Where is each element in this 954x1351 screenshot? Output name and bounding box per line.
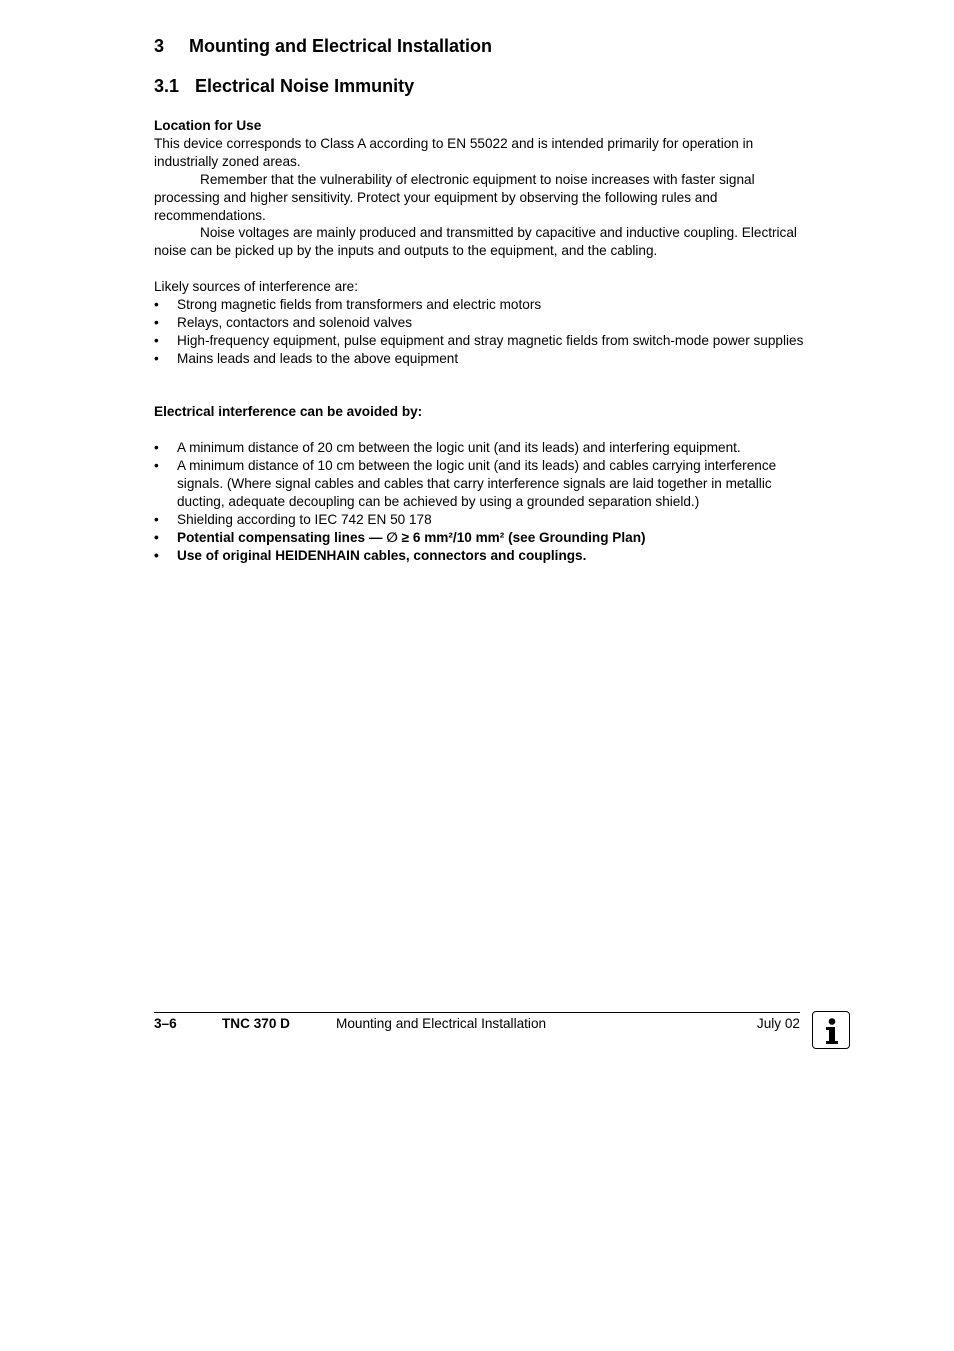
avoidance-heading: Electrical interference can be avoided by:: [154, 404, 423, 420]
footer-chapter: Mounting and Electrical Installation: [336, 1016, 547, 1031]
info-icon: [812, 1011, 850, 1049]
list-item: • Shielding according to IEC 742 EN 50 178: [154, 511, 432, 527]
chapter-title: Mounting and Electrical Installation: [189, 36, 493, 56]
bullet: •: [154, 511, 159, 527]
list-item: • Relays, contactors and solenoid valves: [154, 314, 412, 330]
section-title: Electrical Noise Immunity: [195, 76, 415, 96]
chapter-number: 3: [154, 36, 165, 56]
footer-date: July 02: [756, 1016, 800, 1031]
list-item: • High-frequency equipment, pulse equipment and stray magnetic fields from switch-mode power supplies: [154, 332, 804, 348]
bullet: •: [154, 297, 159, 313]
list-item: • Potential compensating lines — ∅ ≥ 6 mm²/10 mm² (see Grounding Plan): [154, 529, 646, 545]
bullet: •: [154, 350, 159, 366]
bullet: •: [154, 547, 159, 563]
list-item: • Strong magnetic fields from transformers and electric motors: [154, 297, 542, 313]
location-heading: Location for Use: [154, 118, 262, 133]
footer-model: TNC 370 D: [222, 1016, 290, 1031]
location-paragraph-3: Noise voltages are mainly produced and transmitted by capacitive and inductive coupling. Electrical noise can be picked up by the inputs and outputs to the equipment, and the cabling.: [154, 225, 797, 259]
chapter-heading: [154, 36, 492, 57]
avoidance-list: [154, 439, 804, 564]
location-paragraph-1: This device corresponds to Class A according to EN 55022 and is intended primarily for operation in industrially zoned areas.: [154, 135, 754, 169]
section-number: 3.1: [154, 76, 180, 96]
list-item: • Use of original HEIDENHAIN cables, connectors and couplings.: [154, 547, 587, 563]
body-text: [154, 117, 804, 565]
list-item: • Mains leads and leads to the above equipment: [154, 350, 459, 366]
bullet: •: [154, 458, 159, 474]
sources-intro: Likely sources of interference are:: [154, 279, 359, 295]
list-item: • A minimum distance of 10 cm between the logic unit (and its leads) and cables carrying interference signals. (Where signal cables and cables that carry interference signals are laid together in metallic ducting, adequate decoupling can be achieved by using a grounded separation shield.): [154, 458, 777, 509]
location-paragraph-2: Remember that the vulnerability of electronic equipment to noise increases with faster signal processing and higher sensitivity. Protect your equipment by observing the following rules and recommendations.: [154, 171, 755, 223]
bullet: •: [154, 314, 159, 330]
sources-list: [154, 296, 804, 368]
bullet: •: [154, 440, 159, 456]
list-item: • A minimum distance of 20 cm between the logic unit (and its leads) and interfering equipment.: [154, 440, 741, 456]
bullet: •: [154, 332, 159, 348]
footer-rule: [154, 1012, 800, 1013]
bullet: •: [154, 529, 159, 545]
section-heading: [154, 76, 414, 97]
footer-page-number: 3–6: [154, 1016, 177, 1031]
